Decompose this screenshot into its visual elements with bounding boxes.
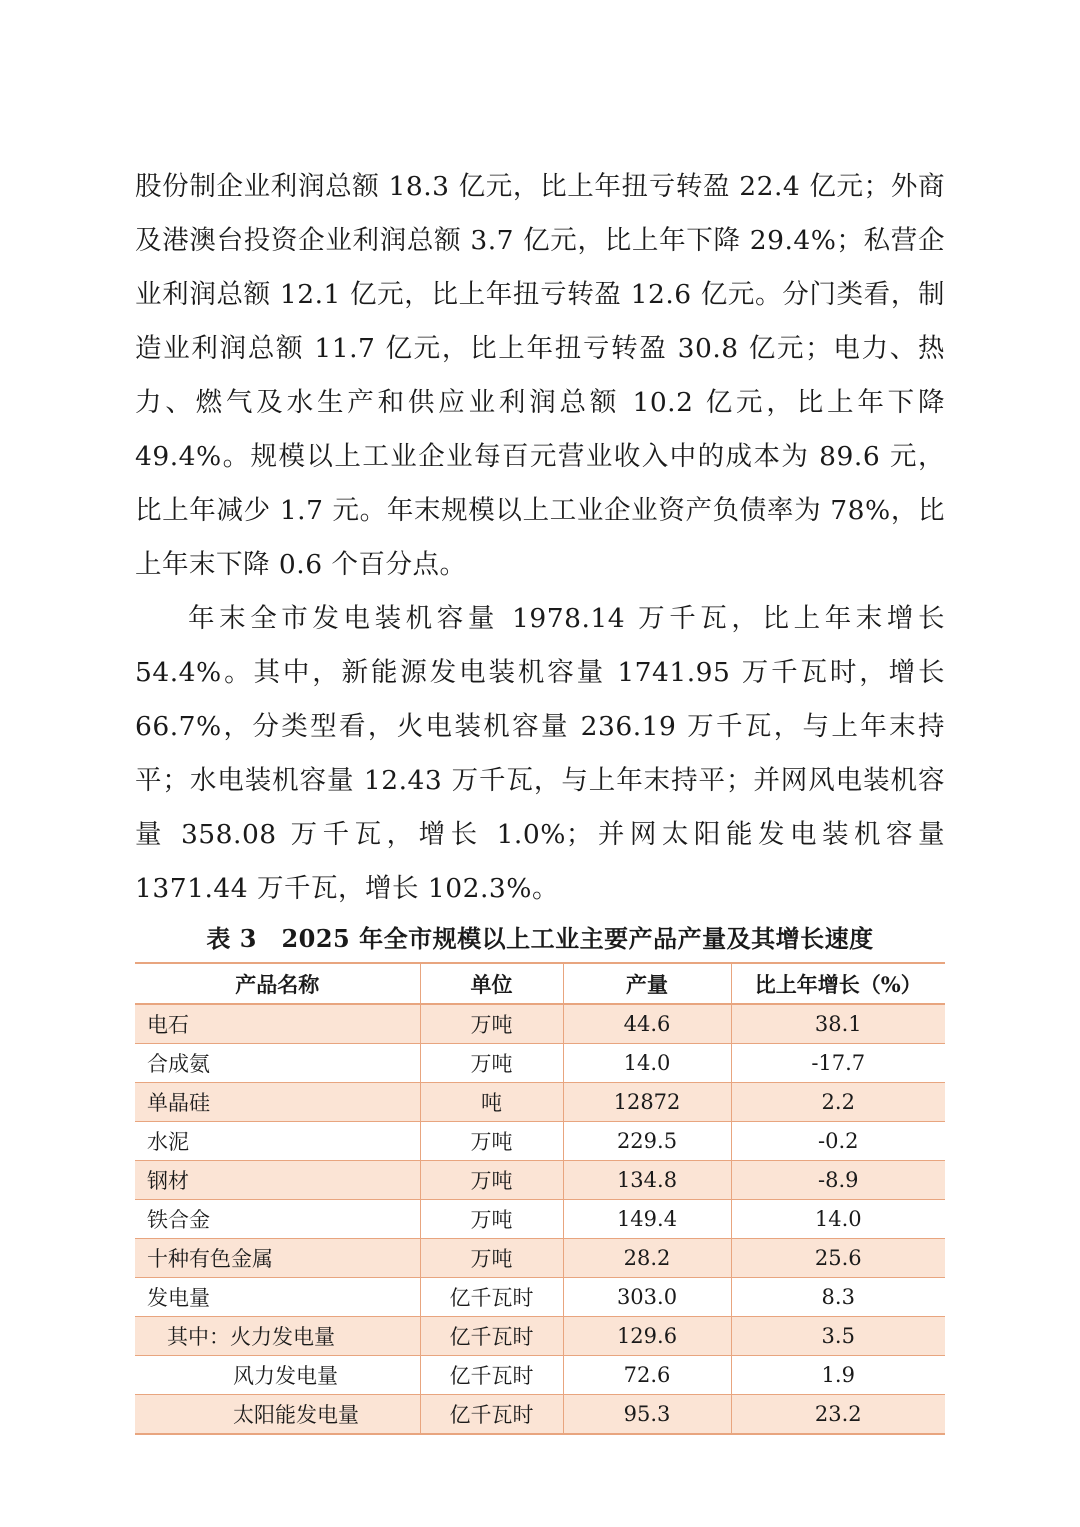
table-row <box>135 1044 945 1083</box>
cell-growth: 1.9 <box>731 1356 945 1395</box>
cell-unit: 万吨 <box>420 1200 563 1239</box>
table-row <box>135 1239 945 1278</box>
cell-product: 电石 <box>135 1004 420 1044</box>
cell-unit: 亿千瓦时 <box>420 1278 563 1317</box>
cell-product: 太阳能发电量 <box>135 1395 420 1435</box>
cell-unit: 亿千瓦时 <box>420 1395 563 1435</box>
cell-output: 14.0 <box>563 1044 731 1083</box>
header-product-name: 产品名称 <box>135 963 420 1004</box>
cell-output: 303.0 <box>563 1278 731 1317</box>
cell-growth: 2.2 <box>731 1083 945 1122</box>
table-row <box>135 1122 945 1161</box>
table-row <box>135 1317 945 1356</box>
table-row <box>135 1395 945 1435</box>
cell-output: 28.2 <box>563 1239 731 1278</box>
cell-output: 44.6 <box>563 1004 731 1044</box>
header-output: 产量 <box>563 963 731 1004</box>
cell-output: 229.5 <box>563 1122 731 1161</box>
cell-growth: -17.7 <box>731 1044 945 1083</box>
cell-unit: 万吨 <box>420 1044 563 1083</box>
paragraph-industrial-profit: 股份制企业利润总额 18.3 亿元，比上年扭亏转盈 22.4 亿元；外商及港澳台投资企业利润总额 3.7 亿元，比上年下降 29.4%；私营企业利润总额 12.1 亿元，比上年扭亏转盈 12.6 亿元。分门类看，制造业利润总额 11.7 亿元，比上年扭亏转盈 30.8 亿元；电力、热力、燃气及水生产和供应业利润总额 10.2 亿元，比上年下降 49.4%。规模以上工业企业每百元营业收入中的成本为 89.6 元，比上年减少 1.7 元。年末规模以上工业企业资产负债率为 78%，比上年末下降 0.6 个百分点。 <box>135 171 945 580</box>
header-growth: 比上年增长（%） <box>731 963 945 1004</box>
cell-growth: 3.5 <box>731 1317 945 1356</box>
cell-product: 合成氨 <box>135 1044 420 1083</box>
table-row <box>135 1200 945 1239</box>
cell-growth: -0.2 <box>731 1122 945 1161</box>
cell-product: 铁合金 <box>135 1200 420 1239</box>
table-row <box>135 1004 945 1044</box>
cell-product: 水泥 <box>135 1122 420 1161</box>
cell-product: 钢材 <box>135 1161 420 1200</box>
cell-unit: 亿千瓦时 <box>420 1356 563 1395</box>
cell-output: 12872 <box>563 1083 731 1122</box>
cell-output: 95.3 <box>563 1395 731 1435</box>
paragraph-power-capacity: 年末全市发电装机容量 1978.14 万千瓦，比上年末增长 54.4%。其中，新能源发电装机容量 1741.95 万千瓦时，增长 66.7%，分类型看，火电装机容量 236.19 万千瓦，与上年末持平；水电装机容量 12.43 万千瓦，与上年末持平；并网风电装机容量 358.08 万千瓦，增长 1.0%；并网太阳能发电装机容量 1371.44 万千瓦，增长 102.3%。 <box>135 603 945 904</box>
product-output-table <box>135 962 945 1435</box>
table-row <box>135 1356 945 1395</box>
header-unit: 单位 <box>420 963 563 1004</box>
cell-growth: 8.3 <box>731 1278 945 1317</box>
cell-output: 149.4 <box>563 1200 731 1239</box>
cell-growth: 38.1 <box>731 1004 945 1044</box>
cell-unit: 万吨 <box>420 1239 563 1278</box>
cell-unit: 亿千瓦时 <box>420 1317 563 1356</box>
cell-product: 其中：火力发电量 <box>135 1317 420 1356</box>
cell-product: 十种有色金属 <box>135 1239 420 1278</box>
cell-unit: 万吨 <box>420 1161 563 1200</box>
table-header-row <box>135 963 945 1004</box>
cell-growth: 25.6 <box>731 1239 945 1278</box>
table-row <box>135 1278 945 1317</box>
cell-output: 72.6 <box>563 1356 731 1395</box>
cell-product: 风力发电量 <box>135 1356 420 1395</box>
table-row <box>135 1083 945 1122</box>
cell-product: 单晶硅 <box>135 1083 420 1122</box>
cell-output: 129.6 <box>563 1317 731 1356</box>
cell-unit: 万吨 <box>420 1122 563 1161</box>
cell-product: 发电量 <box>135 1278 420 1317</box>
cell-unit: 吨 <box>420 1083 563 1122</box>
table-row <box>135 1161 945 1200</box>
cell-growth: -8.9 <box>731 1161 945 1200</box>
document-page <box>135 160 945 1435</box>
table-caption: 表 3 2025 年全市规模以上工业主要产品产量及其增长速度 <box>206 924 874 953</box>
cell-output: 134.8 <box>563 1161 731 1200</box>
cell-unit: 万吨 <box>420 1004 563 1044</box>
cell-growth: 14.0 <box>731 1200 945 1239</box>
cell-growth: 23.2 <box>731 1395 945 1435</box>
